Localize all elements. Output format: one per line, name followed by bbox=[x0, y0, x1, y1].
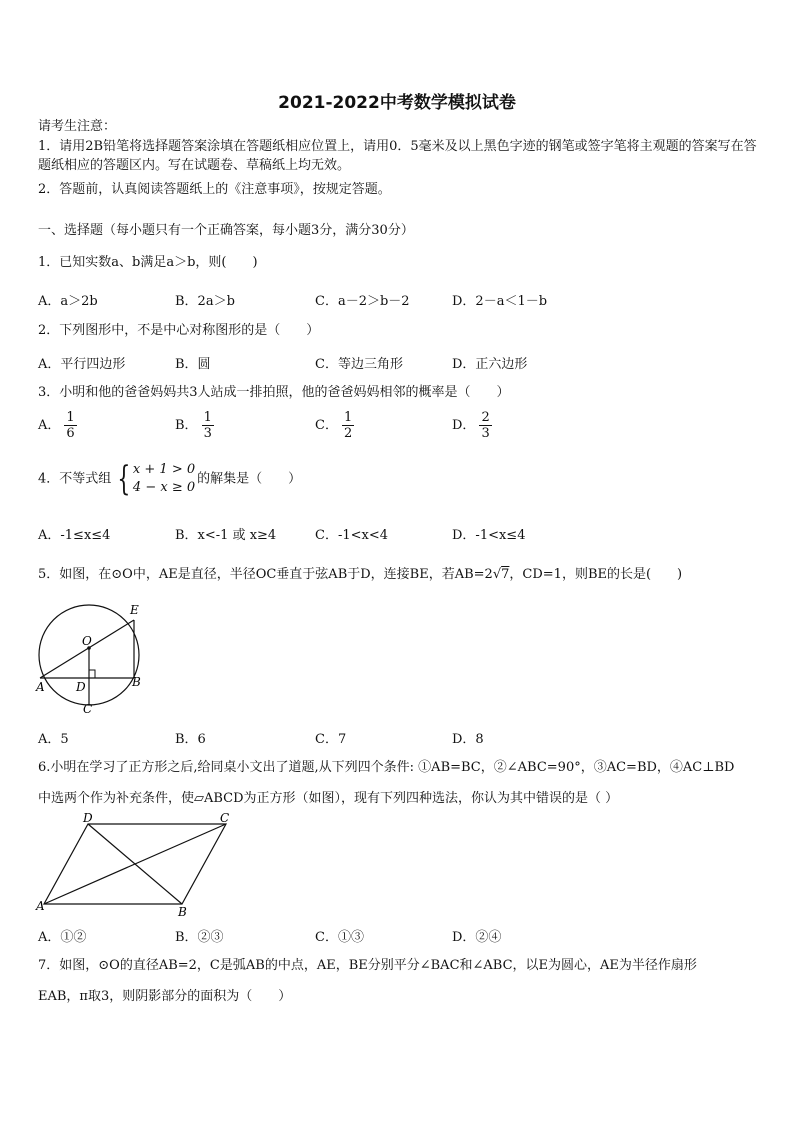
inequality-2: 4 − x ≥ 0 bbox=[132, 480, 196, 495]
page-title: 2021-2022中考数学模拟试卷 bbox=[278, 93, 516, 113]
fraction-denominator: 6 bbox=[66, 426, 75, 441]
question-4-option-b: B．x<-1 或 x≥4 bbox=[175, 528, 277, 543]
question-3-option-d bbox=[452, 410, 492, 441]
question-5-suffix: ，CD=1，则BE的长是( ) bbox=[509, 567, 683, 582]
label-a: A bbox=[36, 899, 45, 913]
parallelogram-figure bbox=[34, 812, 244, 920]
question-2-stem: 2．下列图形中，不是中心对称图形的是（ ） bbox=[38, 323, 320, 338]
notice-item-1: 1．请用2B铅笔将选择题答案涂填在答题纸相应位置上，请用0．5毫米及以上黑色字迹的钢笔或签字笔将主观题的答案写在答题纸相应的答题区内。写在试题卷、草稿纸上均无效。 bbox=[38, 139, 757, 173]
inequality-1: x + 1 > 0 bbox=[132, 462, 196, 477]
question-6-option-b: B．②③ bbox=[175, 930, 224, 945]
inequality-system bbox=[113, 461, 195, 497]
question-5-option-c: C．7 bbox=[315, 732, 347, 747]
circle-figure bbox=[30, 600, 160, 718]
question-3-option-c bbox=[315, 410, 354, 441]
question-4-suffix: 的解集是（ ） bbox=[197, 471, 302, 487]
label-o: O bbox=[82, 634, 92, 648]
question-3-stem: 3．小明和他的爸爸妈妈共3人站成一排拍照，他的爸爸妈妈相邻的概率是（ ） bbox=[38, 385, 510, 400]
label-b: B bbox=[132, 675, 141, 689]
question-6-stem-line-1: 6.小明在学习了正方形之后,给同桌小文出了道题,从下列四个条件: ①AB=BC，②∠ABC=90°，③AC=BD，④AC⊥BD bbox=[38, 760, 735, 775]
question-6-option-a: A．①② bbox=[38, 930, 87, 945]
option-letter: D． bbox=[452, 418, 476, 433]
question-6-option-c: C．①③ bbox=[315, 930, 364, 945]
question-5-prefix: 5．如图，在⊙O中，AE是直径，半径OC垂直于弦AB于D，连接BE，若AB=2 bbox=[38, 567, 493, 582]
label-a: A bbox=[36, 680, 45, 694]
question-4-option-c: C．-1<x<4 bbox=[315, 528, 388, 543]
label-c: C bbox=[83, 702, 93, 716]
diameter-ae bbox=[40, 620, 134, 678]
fraction-numerator: 1 bbox=[343, 410, 353, 425]
label-d: D bbox=[83, 812, 93, 825]
question-4-option-d: D．-1<x≤4 bbox=[452, 528, 526, 543]
sqrt-radicand: 7 bbox=[501, 567, 510, 582]
question-3-option-b bbox=[175, 410, 214, 441]
question-7-stem-line-2: EAB，π取3，则阴影部分的面积为（ ） bbox=[38, 989, 292, 1004]
question-7-stem-line-1: 7．如图，⊙O的直径AB=2，C是弧AB的中点，AE，BE分别平分∠BAC和∠ABC，以E为圆心，AE为半径作扇形 bbox=[38, 958, 697, 973]
question-2-option-c: C．等边三角形 bbox=[315, 357, 403, 372]
question-5-stem bbox=[38, 566, 682, 584]
question-6-option-d: D．②④ bbox=[452, 930, 502, 945]
sqrt-symbol: √ bbox=[492, 567, 502, 582]
question-1-option-a: A．a＞2b bbox=[38, 294, 98, 309]
diagonal-bd bbox=[88, 824, 182, 904]
question-2-option-b: B．圆 bbox=[175, 357, 211, 372]
fraction-denominator: 3 bbox=[481, 426, 490, 441]
question-4-prefix: 4．不等式组 bbox=[38, 471, 112, 487]
question-4-stem bbox=[38, 461, 301, 498]
notice-item-2: 2．答题前，认真阅读答题纸上的《注意事项》，按规定答题。 bbox=[38, 182, 391, 197]
fraction bbox=[342, 410, 354, 441]
fraction-numerator: 1 bbox=[66, 410, 75, 425]
label-e: E bbox=[130, 603, 139, 617]
question-2-option-a: A．平行四边形 bbox=[38, 357, 126, 372]
fraction-numerator: 2 bbox=[481, 410, 490, 425]
fraction bbox=[479, 410, 491, 441]
option-letter: B． bbox=[175, 418, 198, 433]
section-heading: 一、选择题（每小题只有一个正确答案，每小题3分，满分30分） bbox=[38, 223, 414, 238]
question-1-stem: 1．已知实数a、b满足a＞b，则( ) bbox=[38, 255, 258, 270]
question-6-stem-line-2: 中选两个作为补充条件，使▱ABCD为正方形（如图），现有下列四种选法，你认为其中错误的是（ ） bbox=[38, 791, 619, 806]
question-1-option-b: B．2a＞b bbox=[175, 294, 235, 309]
question-2-option-d: D．正六边形 bbox=[452, 357, 528, 372]
question-1-option-c: C．a－2＞b－2 bbox=[315, 294, 410, 309]
question-5-option-b: B．6 bbox=[175, 732, 206, 747]
question-3-option-a bbox=[38, 410, 77, 441]
label-b: B bbox=[178, 905, 187, 919]
fraction bbox=[64, 410, 76, 441]
question-1-option-d: D．2－a＜1－b bbox=[452, 294, 548, 309]
question-5-option-d: D．8 bbox=[452, 732, 484, 747]
fraction-numerator: 1 bbox=[203, 410, 212, 425]
label-d: D bbox=[76, 680, 86, 694]
right-angle-mark bbox=[89, 670, 95, 678]
question-5-option-a: A．5 bbox=[38, 732, 69, 747]
brace-symbol: { bbox=[117, 459, 131, 499]
fraction bbox=[202, 410, 214, 441]
option-letter: C． bbox=[315, 418, 338, 433]
option-letter: A． bbox=[38, 418, 61, 433]
fraction-denominator: 3 bbox=[203, 426, 212, 441]
fraction-denominator: 2 bbox=[343, 426, 353, 441]
question-4-option-a: A．-1≤x≤4 bbox=[38, 528, 111, 543]
label-c: C bbox=[220, 812, 230, 825]
notice-heading: 请考生注意： bbox=[38, 119, 117, 134]
